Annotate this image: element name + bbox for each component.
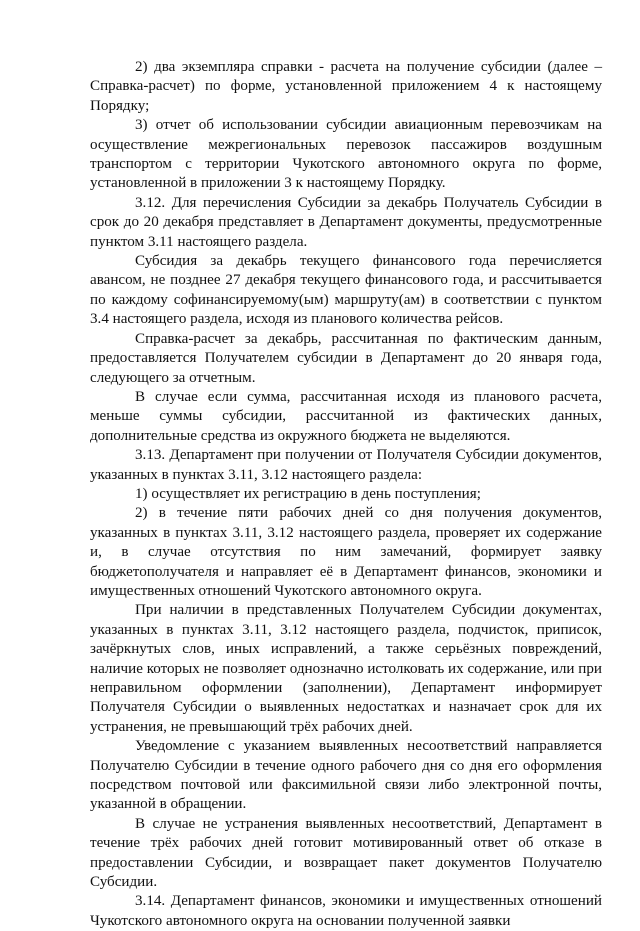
paragraph-december-advance: Субсидия за декабрь текущего финансового года перечисляется авансом, не позднее 27 декабря текущего финансового года, и рассчитывается по каждому софинансируемому(ым) маршруту(ам) в соответствии с пунктом 3.4 настоящего раздела, исходя из планового количества рейсов. bbox=[90, 253, 602, 328]
paragraph-3-12: 3.12. Для перечисления Субсидии за декабрь Получатель Субсидии в срок до 20 декабря представляет в Департамент документы, предусмотренные пунктом 3.11 настоящего раздела. bbox=[90, 194, 602, 250]
paragraph-refusal: В случае не устранения выявленных несоответствий, Департамент в течение трёх рабочих дней готовит мотивированный ответ об отказе в предоставлении Субсидии, и возвращает пакет документов Получателю Субсидии. bbox=[90, 815, 602, 891]
paragraph-notification: Уведомление с указанием выявленных несоответствий направляется Получателю Субсидии в течение одного рабочего дня со дня его оформления посредством почтовой или факсимильной связи либо электронной почты, указанной в обращении. bbox=[90, 738, 602, 813]
paragraph-corrections: При наличии в представленных Получателем Субсидии документах, указанных в пунктах 3.11, 3.12 настоящего раздела, подчисток, приписок, зачёркнутых слов, иных исправлений, а также серьёзных повреждений, наличие которых не позволяет однозначно истолковать их содержание, или при неправильном оформлении (заполнении), Департамент информирует Получателя Субсидии о выявленных недостатках и назначает срок для их устранения, не превышающий трёх рабочих дней. bbox=[90, 602, 602, 735]
paragraph-3-13-item-1: 1) осуществляет их регистрацию в день поступления; bbox=[135, 485, 481, 502]
paragraph-3-14: 3.14. Департамент финансов, экономики и имущественных отношений Чукотского автономного округа на основании полученной заявки bbox=[90, 893, 602, 929]
paragraph-3-13: 3.13. Департамент при получении от Получателя Субсидии документов, указанных в пунктах 3.11, 3.12 настоящего раздела: bbox=[90, 447, 602, 483]
paragraph-item-2-spravka: 2) два экземпляра справки - расчета на получение субсидии (далее – Справка-расчет) по форме, установленной приложением 4 к настоящему Порядку; bbox=[90, 59, 602, 114]
paragraph-3-13-item-2: 2) в течение пяти рабочих дней со дня получения документов, указанных в пунктах 3.11, 3.12 настоящего раздела, проверяет их содержание и, в случае отсутствия по ним замечаний, формирует заявку бюджетополучателя и направляет её в Департамент финансов, экономики и имущественных отношений Чукотского автономного округа. bbox=[90, 505, 602, 599]
paragraph-item-3-otchet: 3) отчет об использовании субсидии авиационным перевозчикам на осуществление межрегиональных перевозок пассажиров воздушным транспортом с территории Чукотского автономного округа по форме, установленной в приложении 3 к настоящему Порядку. bbox=[90, 117, 602, 192]
paragraph-sum-difference: В случае если сумма, рассчитанная исходя из планового расчета, меньше суммы субсидии, рассчитанной из фактических данных, дополнительные средства из окружного бюджета не выделяются. bbox=[90, 388, 602, 444]
paragraph-december-calculation: Справка-расчет за декабрь, рассчитанная по фактическим данным, предоставляется Получателем субсидии в Департамент до 20 января года, следующего за отчетным. bbox=[90, 330, 602, 386]
document-page bbox=[90, 58, 602, 931]
